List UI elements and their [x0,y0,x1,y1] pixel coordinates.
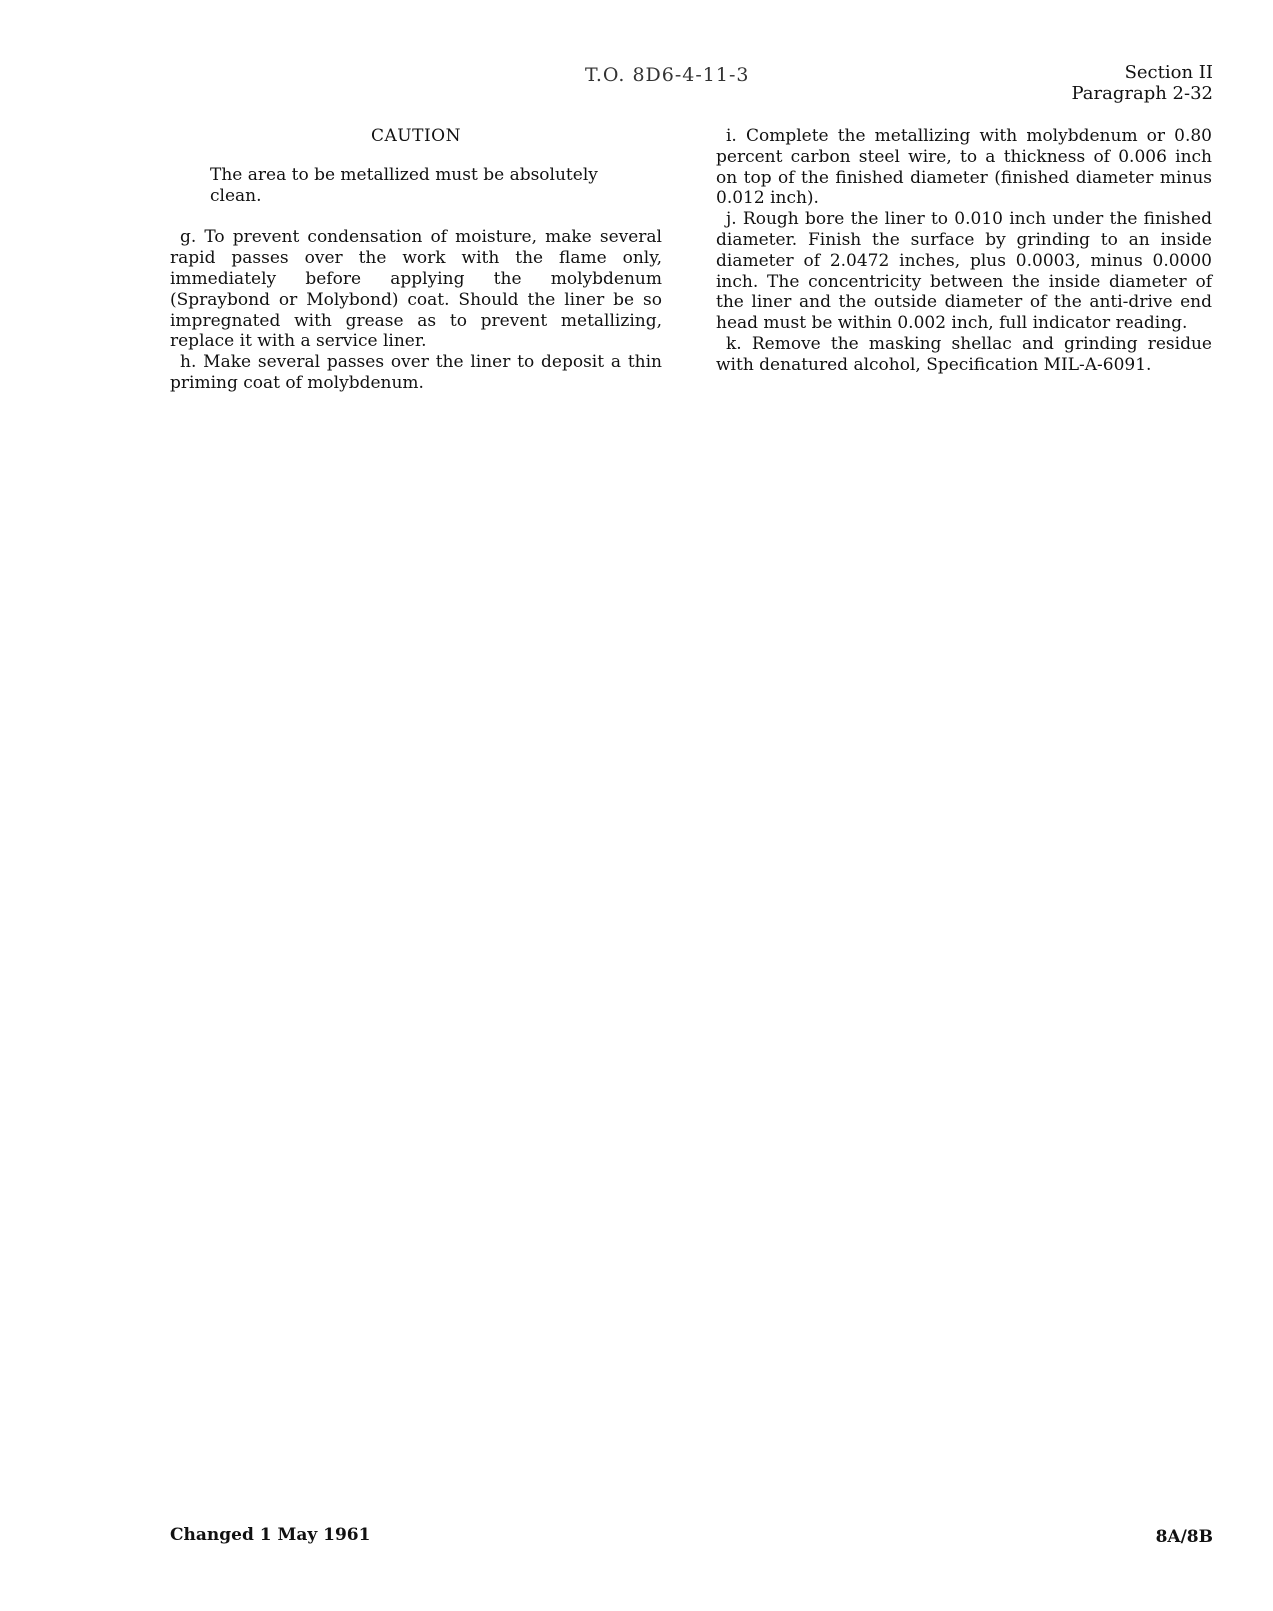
paragraph-g: g. To prevent condensation of moisture, make several rapid passes over the work with the flame only, immediately before applying the molybdenum (Spraybond or Molybond) coat. Should the liner be so impregnated with grease as to prevent metallizing, replace it with a service liner. [170,227,662,352]
change-date: Changed 1 May 1961 [170,1525,371,1545]
document-number: T.O. 8D6-4-11-3 [585,64,750,86]
right-column [716,126,1212,376]
caution-heading: CAUTION [371,126,461,146]
paragraph-i: i. Complete the metallizing with molybdenum or 0.80 percent carbon steel wire, to a thickness of 0.006 inch on top of the finished diameter (finished diameter minus 0.012 inch). [716,126,1212,209]
section-label: Section II [1124,62,1213,83]
caution-text: The area to be metallized must be absolutely clean. [210,164,598,206]
page-number: 8A/8B [1155,1527,1213,1547]
paragraph-label: Paragraph 2-32 [1071,83,1213,104]
paragraph-k: k. Remove the masking shellac and grinding residue with denatured alcohol, Specification MIL-A-6091. [716,333,1212,375]
section-reference [1071,62,1213,104]
paragraph-j: j. Rough bore the liner to 0.010 inch under the finished diameter. Finish the surface by grinding to an inside diameter of 2.0472 inches, plus 0.0003, minus 0.0000 inch. The concentricity between the inside diameter of the liner and the outside diameter of the anti-drive end head must be within 0.002 inch, full indicator reading. [716,209,1212,334]
paragraph-h: h. Make several passes over the liner to deposit a thin priming coat of molybdenum. [170,352,662,393]
left-column [170,126,662,394]
